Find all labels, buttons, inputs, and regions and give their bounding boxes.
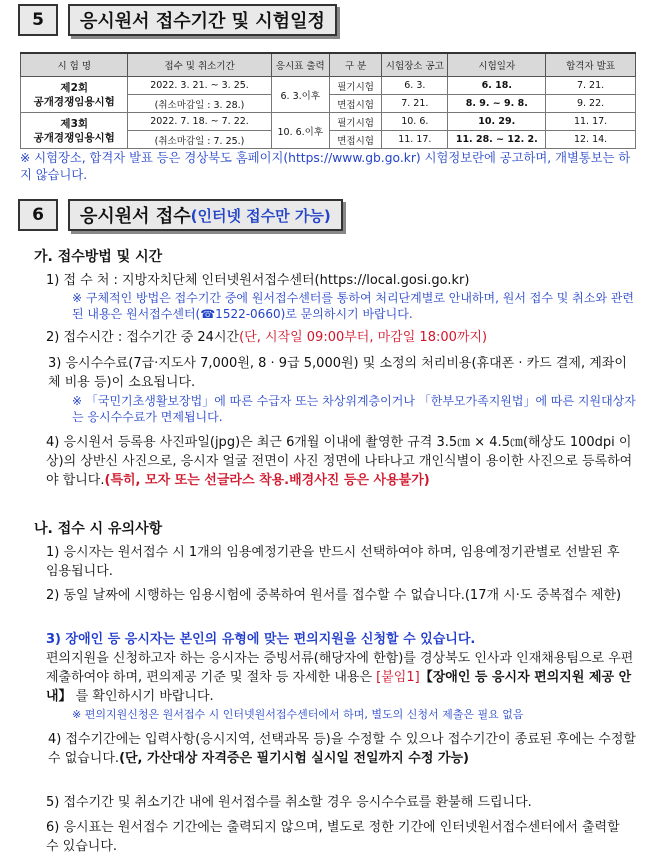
type: 필기시험 bbox=[329, 113, 381, 131]
col-type: 구 분 bbox=[329, 53, 381, 77]
col-date: 시험일자 bbox=[448, 53, 546, 77]
item-reception-time: 2) 접수시간 : 접수기간 중 24시간(단, 시작일 09:00부터, 마감일 18:00까지) bbox=[46, 330, 488, 345]
col-period: 접수 및 취소기간 bbox=[128, 53, 271, 77]
exam-date: 6. 18. bbox=[448, 77, 546, 95]
cancel-deadline: (취소마감일 : 7. 25.) bbox=[128, 131, 271, 149]
cancel-deadline: (취소마감일 : 3. 28.) bbox=[128, 95, 271, 113]
item-refund: 5) 접수기간 및 취소기간 내에 원서접수를 취소할 경우 응시수수료를 환불해 드립니다. bbox=[46, 795, 532, 810]
subheading-cautions: 나. 접수 시 유의사항 bbox=[34, 521, 163, 537]
col-result: 합격자 발표 bbox=[546, 53, 636, 77]
item-admission-ticket: 6) 응시표는 원서접수 기간에는 출력되지 않으며, 별도로 정한 기간에 인터넷원서접수센터에서 출력할 수 있습니다. bbox=[46, 820, 620, 854]
table-row bbox=[21, 113, 636, 131]
col-print: 응시표 출력 bbox=[271, 53, 329, 77]
venue-date: 10. 6. bbox=[382, 113, 448, 131]
item-disability-note: ※ 편의지원신청은 원서접수 시 인터넷원서접수센터에서 하며, 별도의 신청서 제출은 필요 없음 bbox=[72, 708, 524, 721]
exam-date: 10. 29. bbox=[448, 113, 546, 131]
subheading-method: 가. 접수방법 및 시간 bbox=[34, 249, 163, 265]
table-header-row bbox=[21, 53, 636, 77]
col-venue: 시험장소 공고 bbox=[382, 53, 448, 77]
venue-date: 7. 21. bbox=[382, 95, 448, 113]
table-row bbox=[21, 77, 636, 95]
item-agency-select: 1) 응시자는 원서접수 시 1개의 임용예정기관을 반드시 선택하여야 하며, 임용예정기관별로 선발된 후 임용됩니다. bbox=[46, 545, 620, 579]
item-reception-note: ※ 구체적인 방법은 접수기간 중에 원서접수센터를 통하여 처리단계별로 안내하며, 원서 접수 및 취소와 관련된 내용은 원서접수센터(☎1522-0660)로 문의하시기 바랍니다. bbox=[72, 291, 634, 321]
venue-date: 11. 17. bbox=[382, 131, 448, 149]
item-disability: 3) 장애인 등 응시자는 본인의 유형에 맞는 편의지원을 신청할 수 있습니다. 편의지원을 신청하고자 하는 응시자는 증빙서류(해당자에 한함)를 경상북도 인사과 인재채용팀으로 우편 제출하여야 하며, 편의제공 기준 및 절차 등 자세한 내용은 [붙임1]【장애인 등 응시자 편의지원 제공 안내】 를 확인하시기 바랍니다. bbox=[46, 632, 634, 704]
item-reception-place: 1) 접 수 처 : 지방자치단체 인터넷원서접수센터(https://local.gosi.go.kr) bbox=[46, 273, 470, 288]
print-date: 10. 6.이후 bbox=[271, 113, 329, 149]
item-edit: 4) 접수기간에는 입력사항(응시지역, 선택과목 등)을 수정할 수 있으나 접수기간이 종료된 후에는 수정할 수 없습니다.(단, 가산대상 자격증은 필기시험 실시일 전일까지 수정 가능) bbox=[48, 732, 636, 766]
type: 필기시험 bbox=[329, 77, 381, 95]
venue-date: 6. 3. bbox=[382, 77, 448, 95]
notice-text: ※ 시험장소, 합격자 발표 등은 경상북도 홈페이지(https://www.gb.go.kr) 시험정보란에 공고하며, 개별통보는 하지 않습니다. bbox=[20, 151, 631, 182]
section-title: 응시원서 접수 (인터넷 접수만 가능) bbox=[68, 199, 343, 231]
type: 면접시험 bbox=[329, 131, 381, 149]
exam-schedule-table bbox=[20, 52, 636, 149]
section-6-header bbox=[18, 199, 343, 231]
col-exam-name: 시 험 명 bbox=[21, 53, 128, 77]
period: 2022. 7. 18. ~ 7. 22. bbox=[128, 113, 271, 131]
result-date: 9. 22. bbox=[546, 95, 636, 113]
item-duplicate: 2) 동일 날짜에 시행하는 임용시험에 중복하여 원서를 접수할 수 없습니다.(17개 시·도 중복접수 제한) bbox=[46, 588, 622, 603]
result-date: 12. 14. bbox=[546, 131, 636, 149]
item-photo: 4) 응시원서 등록용 사진파일(jpg)은 최근 6개월 이내에 촬영한 규격 3.5㎝ × 4.5㎝(해상도 100dpi 이상)의 상반신 사진으로, 응시자 얼굴 전면이 사진 정면에 나타나고 개인식별이 용이한 사진으로 등록하여야 합니다.(특히, 모자 또는 선글라스 착용.배경사진 등은 사용불가) bbox=[46, 435, 633, 488]
exam-date: 11. 28. ~ 12. 2. bbox=[448, 131, 546, 149]
item-fee: 3) 응시수수료(7급·지도사 7,000원, 8 · 9급 5,000원) 및 소정의 처리비용(휴대폰 · 카드 결제, 계좌이체 비용 등)이 소요됩니다. bbox=[48, 356, 627, 390]
section-title: 응시원서 접수기간 및 시험일정 bbox=[68, 4, 337, 36]
result-date: 7. 21. bbox=[546, 77, 636, 95]
round-name: 제2회 공개경쟁임용시험 bbox=[21, 77, 128, 113]
period: 2022. 3. 21. ~ 3. 25. bbox=[128, 77, 271, 95]
exam-date: 8. 9. ~ 9. 8. bbox=[448, 95, 546, 113]
section-title-sub: (인터넷 접수만 가능) bbox=[190, 206, 331, 225]
result-date: 11. 17. bbox=[546, 113, 636, 131]
type: 면접시험 bbox=[329, 95, 381, 113]
section-5-header bbox=[18, 4, 337, 36]
item-fee-note: ※ 「국민기초생활보장법」에 따른 수급자 또는 차상위계층이거나 「한부모가족지원법」에 따른 지원대상자는 응시수수료가 면제됩니다. bbox=[72, 394, 636, 424]
section-number: 5 bbox=[18, 4, 58, 36]
section-number: 6 bbox=[18, 199, 58, 231]
print-date: 6. 3.이후 bbox=[271, 77, 329, 113]
round-name: 제3회 공개경쟁임용시험 bbox=[21, 113, 128, 149]
